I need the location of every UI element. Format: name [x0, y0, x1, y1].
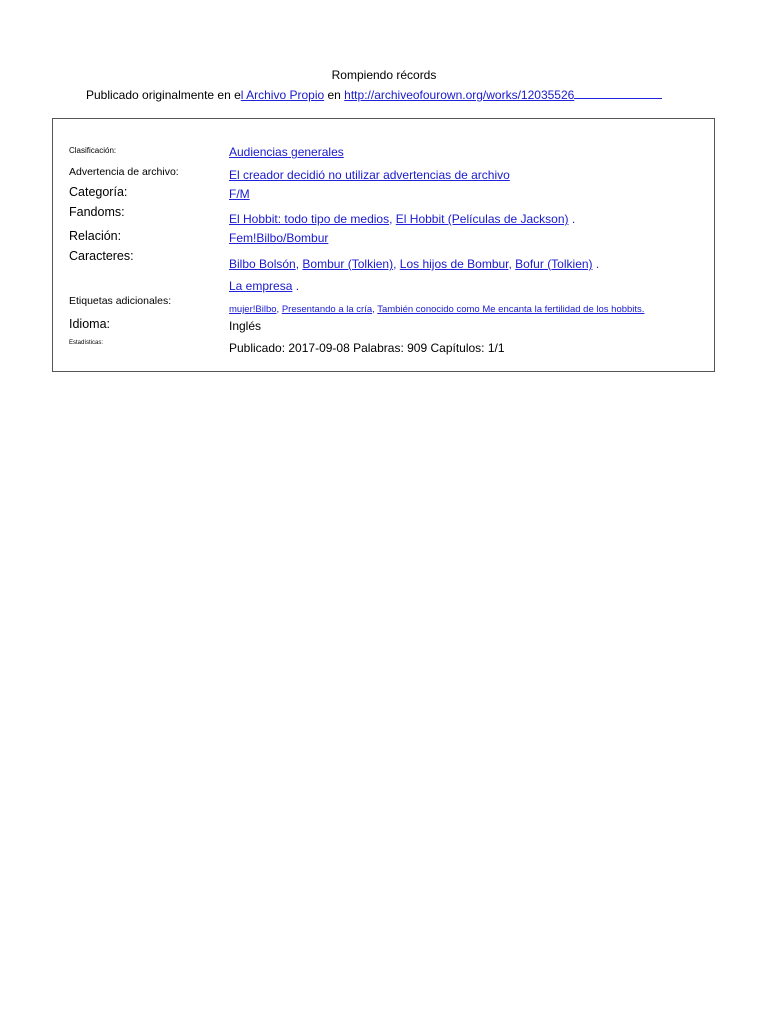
stats-value: Publicado: 2017-09-08 Palabras: 909 Capítulos: 1/1: [229, 341, 505, 355]
character-trailing-dot: .: [592, 257, 600, 271]
work-title: Rompiendo récords: [331, 68, 437, 82]
stats-label: Estadísticas:: [69, 340, 104, 346]
fandom-link[interactable]: El Hobbit (Películas de Jackson): [395, 212, 569, 226]
characters-value: [229, 255, 704, 295]
tag-separator: ,: [372, 304, 378, 315]
character-link[interactable]: Bofur (Tolkien): [515, 257, 593, 271]
language-label: Idioma:: [69, 317, 110, 331]
category-link[interactable]: F/M: [229, 187, 250, 201]
character-link[interactable]: La empresa: [229, 279, 293, 293]
rating-value: [229, 143, 704, 161]
tags-value: [229, 299, 704, 317]
relationship-label: Relación:: [69, 229, 122, 243]
rating-link[interactable]: Audiencias generales: [229, 145, 344, 159]
archive-link[interactable]: l Archivo Propio: [240, 88, 325, 102]
character-trailing-dot: .: [292, 279, 300, 293]
fandoms-label: Fandoms:: [69, 205, 125, 219]
relationship-value: [229, 229, 704, 247]
category-value: [229, 185, 704, 203]
character-separator: ,: [295, 257, 303, 271]
fandom-separator: ,: [389, 212, 396, 226]
published-mid: en: [324, 88, 345, 102]
published-line: [86, 88, 662, 102]
tags-label: Etiquetas adicionales:: [69, 295, 172, 307]
fandom-link[interactable]: El Hobbit: todo tipo de medios: [229, 212, 390, 226]
character-link[interactable]: Bilbo Bolsón: [229, 257, 296, 271]
warning-label: Advertencia de archivo:: [69, 166, 179, 178]
url-underline-tail: [574, 90, 662, 99]
tag-link[interactable]: Presentando a la cría: [281, 304, 373, 315]
published-prefix: Publicado originalmente en e: [86, 88, 241, 102]
fandoms-value: [229, 210, 704, 228]
work-url-link[interactable]: http://archiveofourown.org/works/12035526: [344, 88, 575, 102]
language-value: Inglés: [229, 319, 262, 333]
character-link[interactable]: Bombur (Tolkien): [302, 257, 394, 271]
tag-separator: ,: [276, 304, 282, 315]
warning-link[interactable]: El creador decidió no utilizar advertencias de archivo: [229, 168, 510, 182]
character-link[interactable]: Los hijos de Bombur: [399, 257, 509, 271]
fandom-trailing-dot: .: [568, 212, 576, 226]
warning-value: [229, 166, 704, 184]
category-label: Categoría:: [69, 185, 128, 199]
tag-link[interactable]: También conocido como Me encanta la fertilidad de los hobbits.: [377, 304, 645, 315]
metadata-box: [52, 118, 715, 372]
tag-link[interactable]: mujer!Bilbo: [229, 304, 277, 315]
character-separator: ,: [508, 257, 516, 271]
character-separator: ,: [393, 257, 400, 271]
relationship-link[interactable]: Fem!Bilbo/Bombur: [229, 231, 329, 245]
rating-label: Clasificación:: [69, 146, 117, 155]
characters-label: Caracteres:: [69, 249, 134, 263]
